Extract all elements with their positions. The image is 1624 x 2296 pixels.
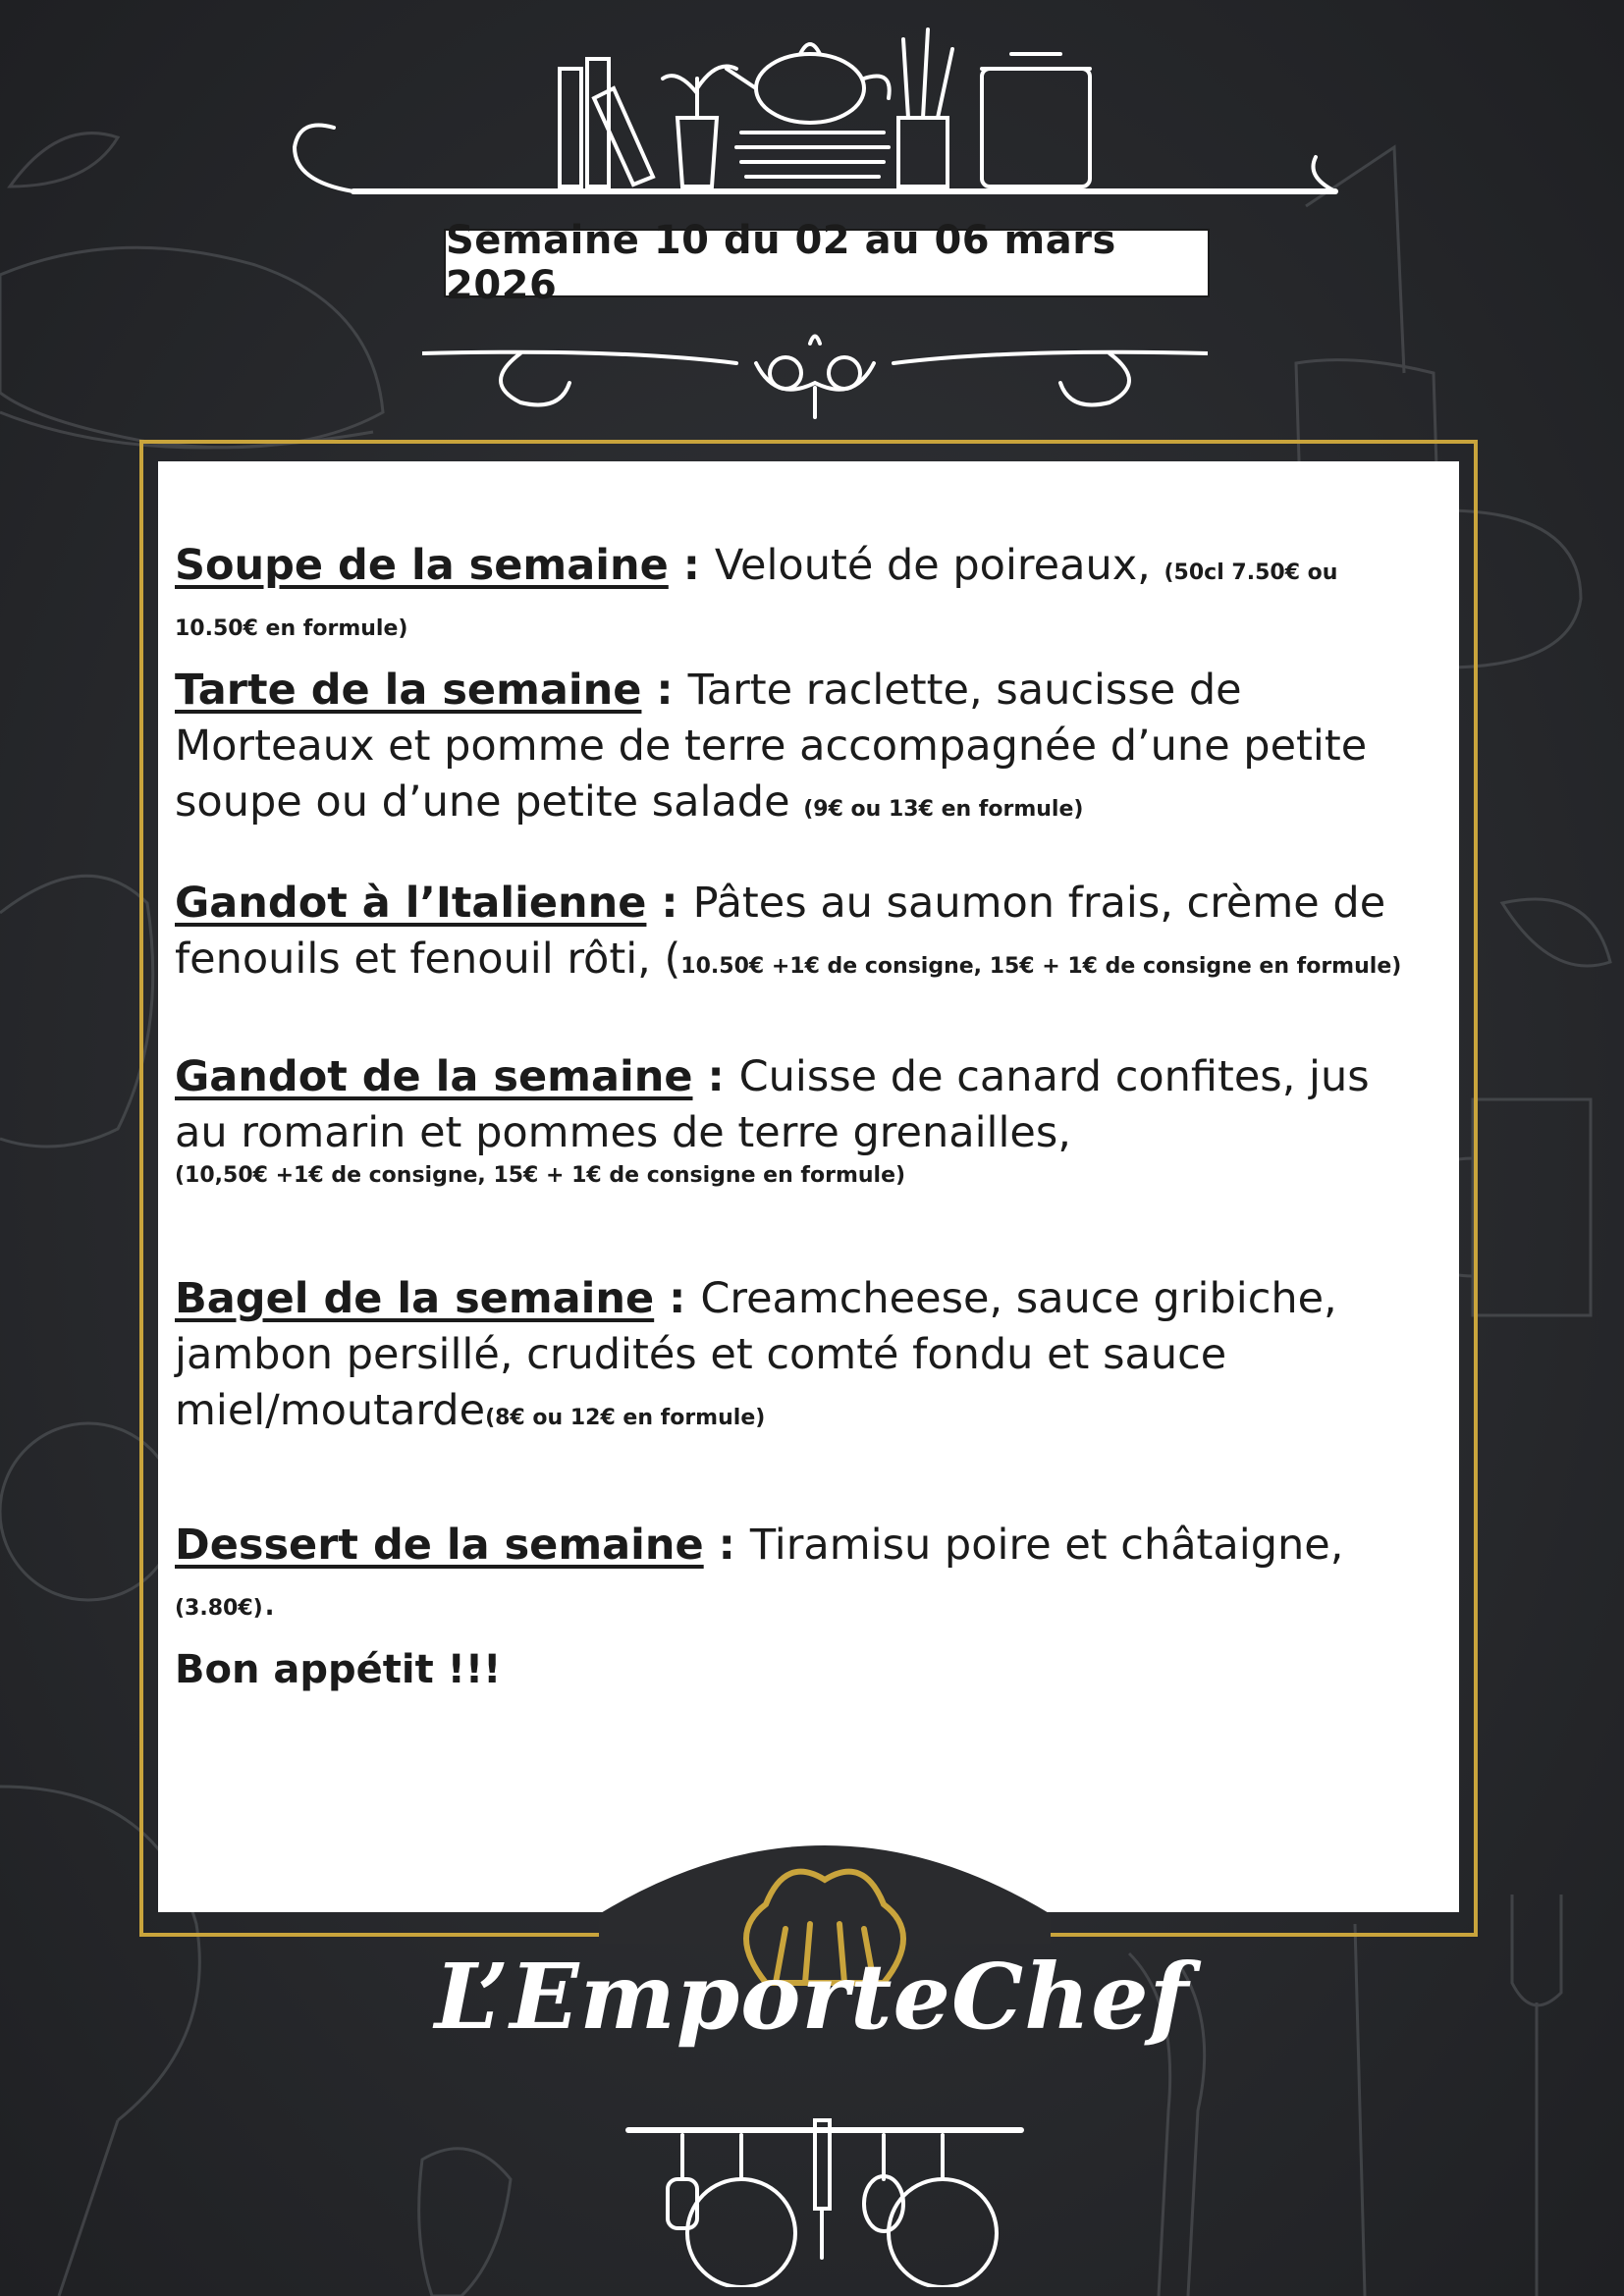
entry-trailing-period: . [262,1576,277,1626]
week-banner: Semaine 10 du 02 au 06 mars 2026 [444,229,1210,297]
entry-colon: : [703,1521,750,1570]
kitchen-shelf-illustration [275,10,1355,206]
menu-entry-bagel [175,1271,1422,1439]
closing-text: Bon appétit !!! [175,1647,502,1692]
hanging-pans-icon [628,2120,1021,2287]
entry-price: (50cl 7.50€ ou 10.50€ en formule) [175,561,1338,641]
menu-entry-dessert [175,1518,1422,1629]
logo-illustration [511,1836,1139,2287]
entry-price: (10,50€ +1€ de consigne, 15€ + 1€ de consigne en formule) [175,1163,906,1188]
menu-entry-tarte [175,663,1422,830]
entry-price: 10.50€ +1€ de consigne, 15€ + 1€ de consigne en formule) [680,954,1402,979]
entry-heading: Soupe de la semaine [175,541,669,590]
entry-price: (9€ ou 13€ en formule) [803,797,1084,822]
ornament-divider [422,324,1208,422]
entry-description: Tiramisu poire et châtaigne, [749,1521,1344,1570]
entry-colon: : [641,666,688,715]
entry-description: Pâtes au saumon frais, crème de fenouils et fenouil rôti, ( [175,879,1386,984]
menu-entry-soupe [175,538,1422,650]
entry-colon: : [692,1052,739,1101]
brand-logo-text: L’EmporteChef [434,1944,1190,2050]
entry-description: Velouté de poireaux, [714,541,1164,590]
entry-heading: Bagel de la semaine [175,1274,655,1323]
entry-description: Creamcheese, sauce gribiche, jambon persillé, crudités et comté fondu et sauce miel/moutarde [175,1274,1337,1435]
entry-colon: : [646,879,693,928]
entry-heading: Gandot de la semaine [175,1052,693,1101]
entry-heading: Dessert de la semaine [175,1521,704,1570]
entry-description: Tarte raclette, saucisse de Morteaux et pomme de terre accompagnée d’une petite soupe ou d’une petite salade [175,666,1368,827]
entry-colon: : [668,541,715,590]
entry-price: (8€ ou 12€ en formule) [485,1406,766,1430]
entry-description: Cuisse de canard confites, jus au romarin et pommes de terre grenailles, [175,1052,1370,1157]
entry-heading: Tarte de la semaine [175,666,642,715]
entry-heading: Gandot à l’Italienne [175,879,647,928]
entry-price: (3.80€) [175,1596,263,1621]
menu-entry-gandot [175,1049,1422,1191]
menu-entry-gandot-italienne [175,876,1422,988]
entry-colon: : [654,1274,701,1323]
